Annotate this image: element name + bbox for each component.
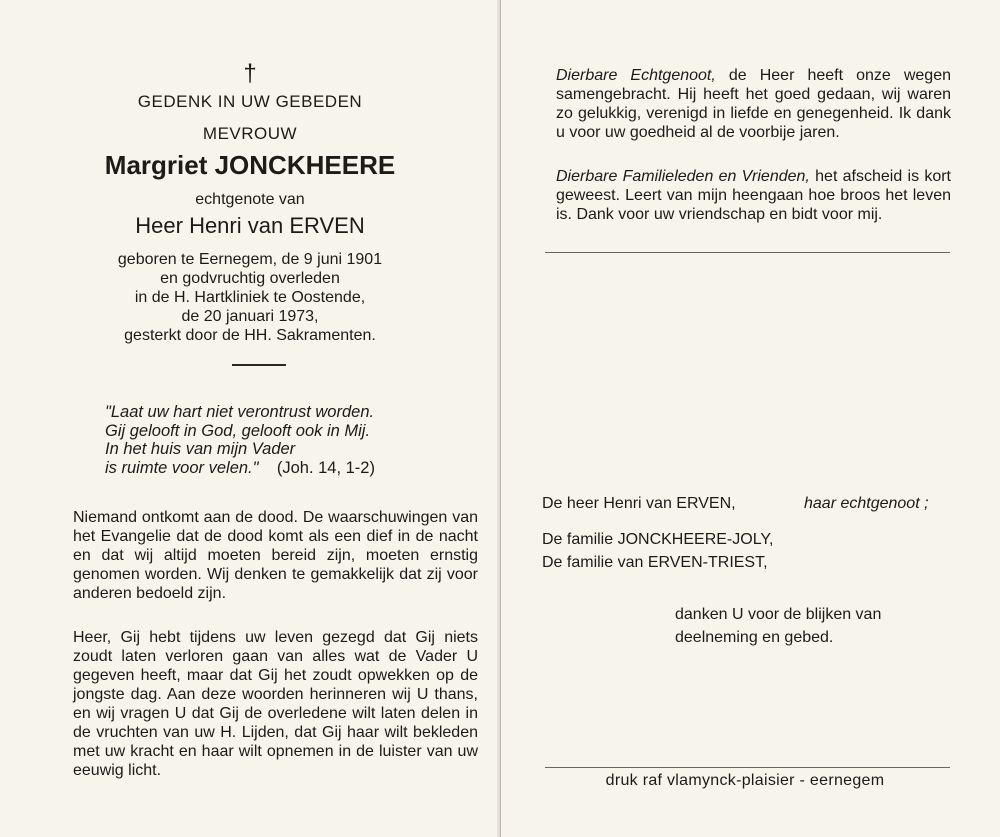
paragraph-prayer: Heer, Gij hebt tijdens uw leven gezegd dat Gij niets zoudt laten verloren gaan van alles wat de Vader U gegeven heeft, maar dat Gij het zoudt opwekken op de jongste dag. Aan deze woorden herinneren wij U thans, en wij vragen U dat Gij de overledene wilt laten delen in de vruchten van uw H. Lijden, dat Gij haar wilt bekleden met uw kracht en haar wilt opnemen in de luister van uw eeuwig licht. xyxy=(73,629,478,779)
husband-role: haar echtgenoot ; xyxy=(804,495,929,512)
message-spouse-text: de Heer heeft onze wegen samengebracht. Hij heeft het goed gedaan, wij waren zo gelukkig, verenigd in liefde en genegenheid. Ik dank u voor uw goedheid al de voorbije jaren. xyxy=(556,67,951,141)
message-family-text: het afscheid is kort geweest. Leert van mijn heengaan hoe broos het leven is. Dank voor uw vriendschap en bidt voor mij. xyxy=(556,168,952,223)
message-family xyxy=(556,167,951,224)
message-family-lead: Dierbare Familieleden en Vrienden, xyxy=(556,168,810,185)
divider-line xyxy=(545,252,950,253)
title-mevrouw: MEVROUW xyxy=(202,124,298,143)
husband-name: De heer Henri van ERVEN, xyxy=(542,495,736,512)
spouse-name: Heer Henri van ERVEN xyxy=(135,213,365,238)
thanks-line: deelneming en gebed. xyxy=(675,629,834,646)
bio-line: gesterkt door de HH. Sakramenten. xyxy=(124,327,376,344)
cross-symbol: † xyxy=(243,60,257,87)
scripture-quote xyxy=(105,403,445,477)
quote-line: "Laat uw hart niet verontrust worden. xyxy=(105,403,375,421)
biography xyxy=(60,250,440,345)
thanks-text xyxy=(675,603,955,649)
divider xyxy=(232,364,286,366)
quote-reference: (Joh. 14, 1-2) xyxy=(276,458,375,477)
printer-credit: druk raf vlamynck-plaisier - eernegem xyxy=(605,772,885,789)
divider-line xyxy=(545,767,950,768)
bio-line: geboren te Eernegem, de 9 juni 1901 xyxy=(117,251,383,268)
message-spouse-lead: Dierbare Echtgenoot, xyxy=(556,67,716,84)
bio-line: en godvruchtig overleden xyxy=(160,270,340,287)
bio-line: de 20 januari 1973, xyxy=(181,308,319,325)
deceased-name: Margriet JONCKHEERE xyxy=(104,150,396,180)
paragraph-death: Niemand ontkomt aan de dood. De waarschuwingen van het Evangelie dat de dood komt als een dief in de nacht en dat wij altijd moeten bereid zijn, moeten ernstig genomen worden. Wij denken te gemakkelijk dat zij voor anderen bedoeld zijn. xyxy=(73,509,478,602)
family-line: De familie JONCKHEERE-JOLY, xyxy=(542,531,774,548)
prayer-heading: GEDENK IN UW GEBEDEN xyxy=(137,92,363,111)
spouse-intro: echtgenote van xyxy=(195,191,305,208)
quote-line: Gij gelooft in God, gelooft ook in Mij. xyxy=(105,421,371,440)
quote-line: is ruimte voor velen." xyxy=(105,458,259,477)
family-line-husband xyxy=(542,494,957,513)
quote-line: In het huis van mijn Vader xyxy=(105,440,296,458)
message-spouse xyxy=(556,66,951,142)
thanks-line: danken U voor de blijken van xyxy=(675,606,882,623)
family-line: De familie van ERVEN-TRIEST, xyxy=(542,554,768,571)
bio-line: in de H. Hartkliniek te Oostende, xyxy=(134,289,366,306)
